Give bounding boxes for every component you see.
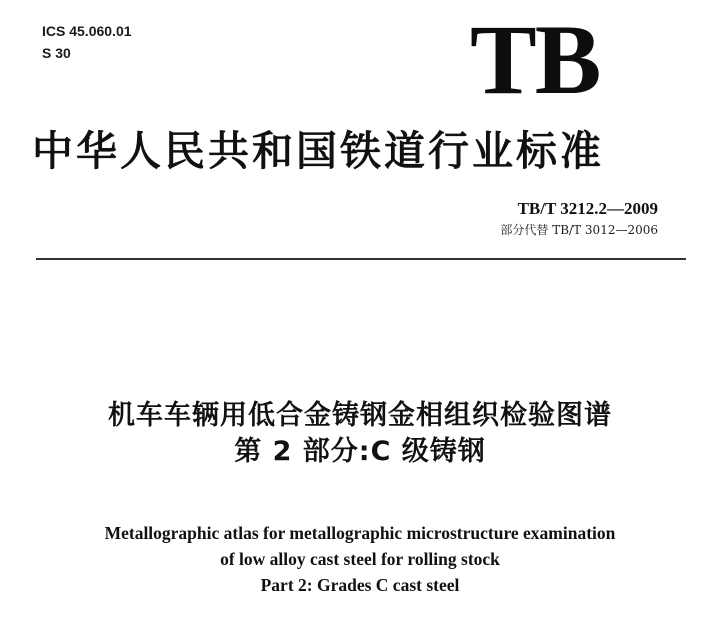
english-title-line-2: of low alloy cast steel for rolling stock: [220, 549, 500, 569]
ccs-code: S 30: [42, 45, 71, 61]
tb-logo: TB: [470, 4, 600, 115]
english-document-title: [0, 520, 720, 598]
classification-codes: [42, 20, 132, 64]
replaces-note: 部分代替 TB/T 3012—2006: [500, 223, 658, 237]
chinese-title-line-2: 第 2 部分:C 级铸钢: [234, 436, 486, 467]
chinese-document-title: [0, 398, 720, 470]
standard-number: TB/T 3212.2—2009: [517, 199, 658, 218]
english-title-line-3: Part 2: Grades C cast steel: [260, 575, 460, 595]
english-title-line-1: Metallographic atlas for metallographic microstructure examination: [104, 523, 616, 543]
standard-category-title: 中华人民共和国铁道行业标准: [32, 127, 604, 175]
header-divider: [36, 258, 686, 260]
chinese-title-line-1: 机车车辆用低合金铸钢金相组织检验图谱: [108, 400, 612, 431]
ics-code: ICS 45.060.01: [42, 23, 132, 39]
